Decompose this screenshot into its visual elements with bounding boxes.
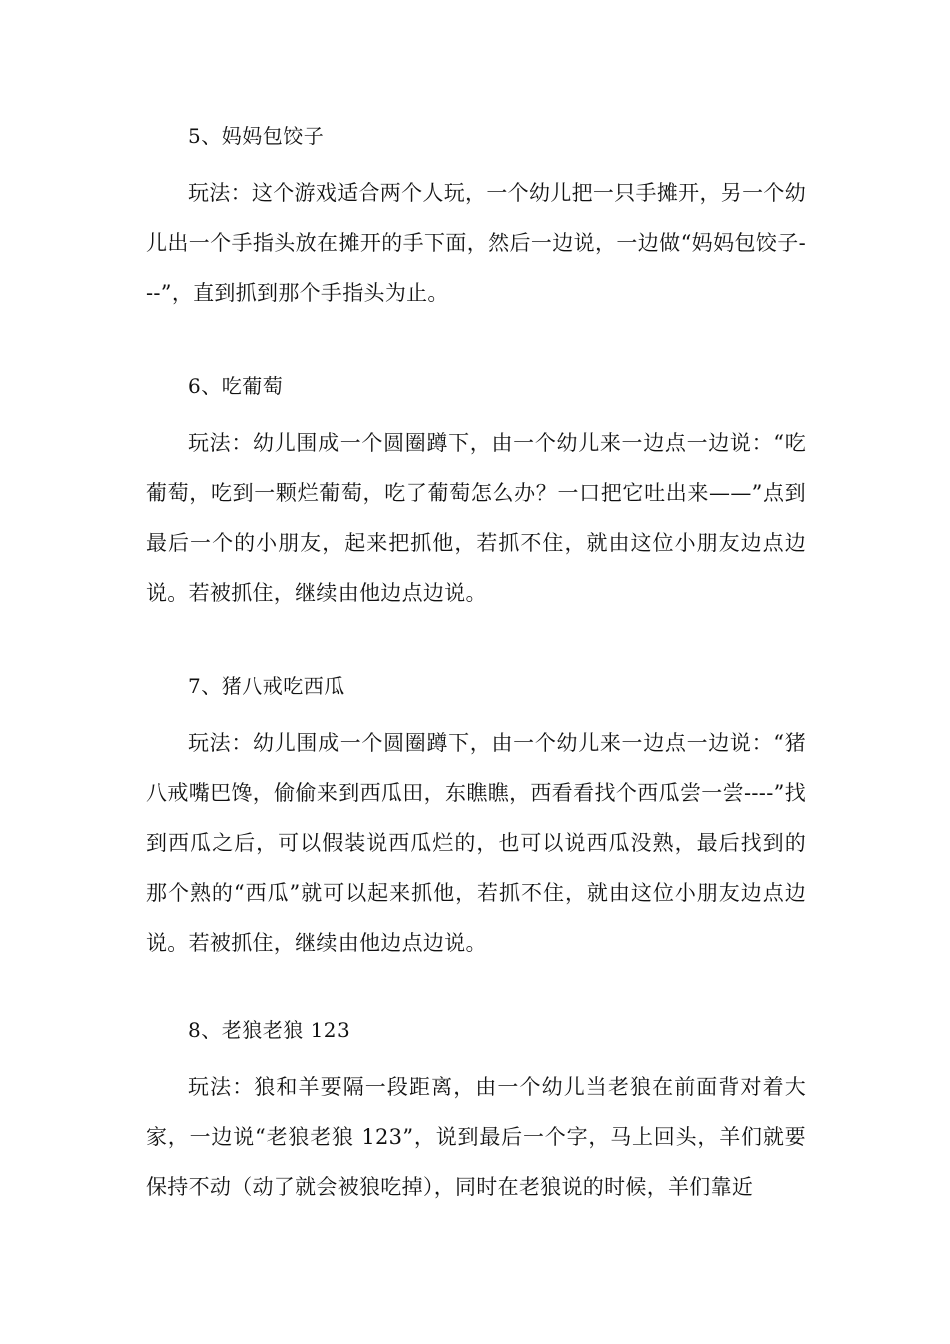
section-heading: 5、妈妈包饺子 — [188, 124, 325, 148]
game-section-5 — [146, 124, 806, 318]
game-section-6 — [146, 374, 806, 618]
game-section-7 — [146, 674, 806, 968]
section-body: 玩法：这个游戏适合两个人玩，一个幼儿把一只手摊开，另一个幼儿出一个手指头放在摊开的手下面，然后一边说，一边做“妈妈包饺子---”，直到抓到那个手指头为止。 — [146, 181, 806, 305]
section-body: 玩法：狼和羊要隔一段距离，由一个幼儿当老狼在前面背对着大家，一边说“老狼老狼 123”，说到最后一个字，马上回头，羊们就要保持不动（动了就会被狼吃掉），同时在老狼说的时候，羊们靠近 — [146, 1075, 806, 1199]
game-section-8 — [146, 1018, 806, 1212]
section-body: 玩法：幼儿围成一个圆圈蹲下，由一个幼儿来一边点一边说：“吃葡萄，吃到一颗烂葡萄，吃了葡萄怎么办？一口把它吐出来——”点到最后一个的小朋友，起来把抓他，若抓不住，就由这位小朋友边点边说。若被抓住，继续由他边点边说。 — [146, 431, 806, 605]
section-heading: 8、老狼老狼 123 — [188, 1018, 351, 1042]
section-body: 玩法：幼儿围成一个圆圈蹲下，由一个幼儿来一边点一边说：“猪八戒嘴巴馋，偷偷来到西瓜田，东瞧瞧，西看看找个西瓜尝一尝----”找到西瓜之后，可以假装说西瓜烂的，也可以说西瓜没熟，最后找到的那个熟的“西瓜”就可以起来抓他，若抓不住，就由这位小朋友边点边说。若被抓住，继续由他边点边说。 — [146, 731, 806, 955]
section-heading: 6、吃葡萄 — [188, 374, 284, 398]
section-heading: 7、猪八戒吃西瓜 — [188, 674, 345, 698]
